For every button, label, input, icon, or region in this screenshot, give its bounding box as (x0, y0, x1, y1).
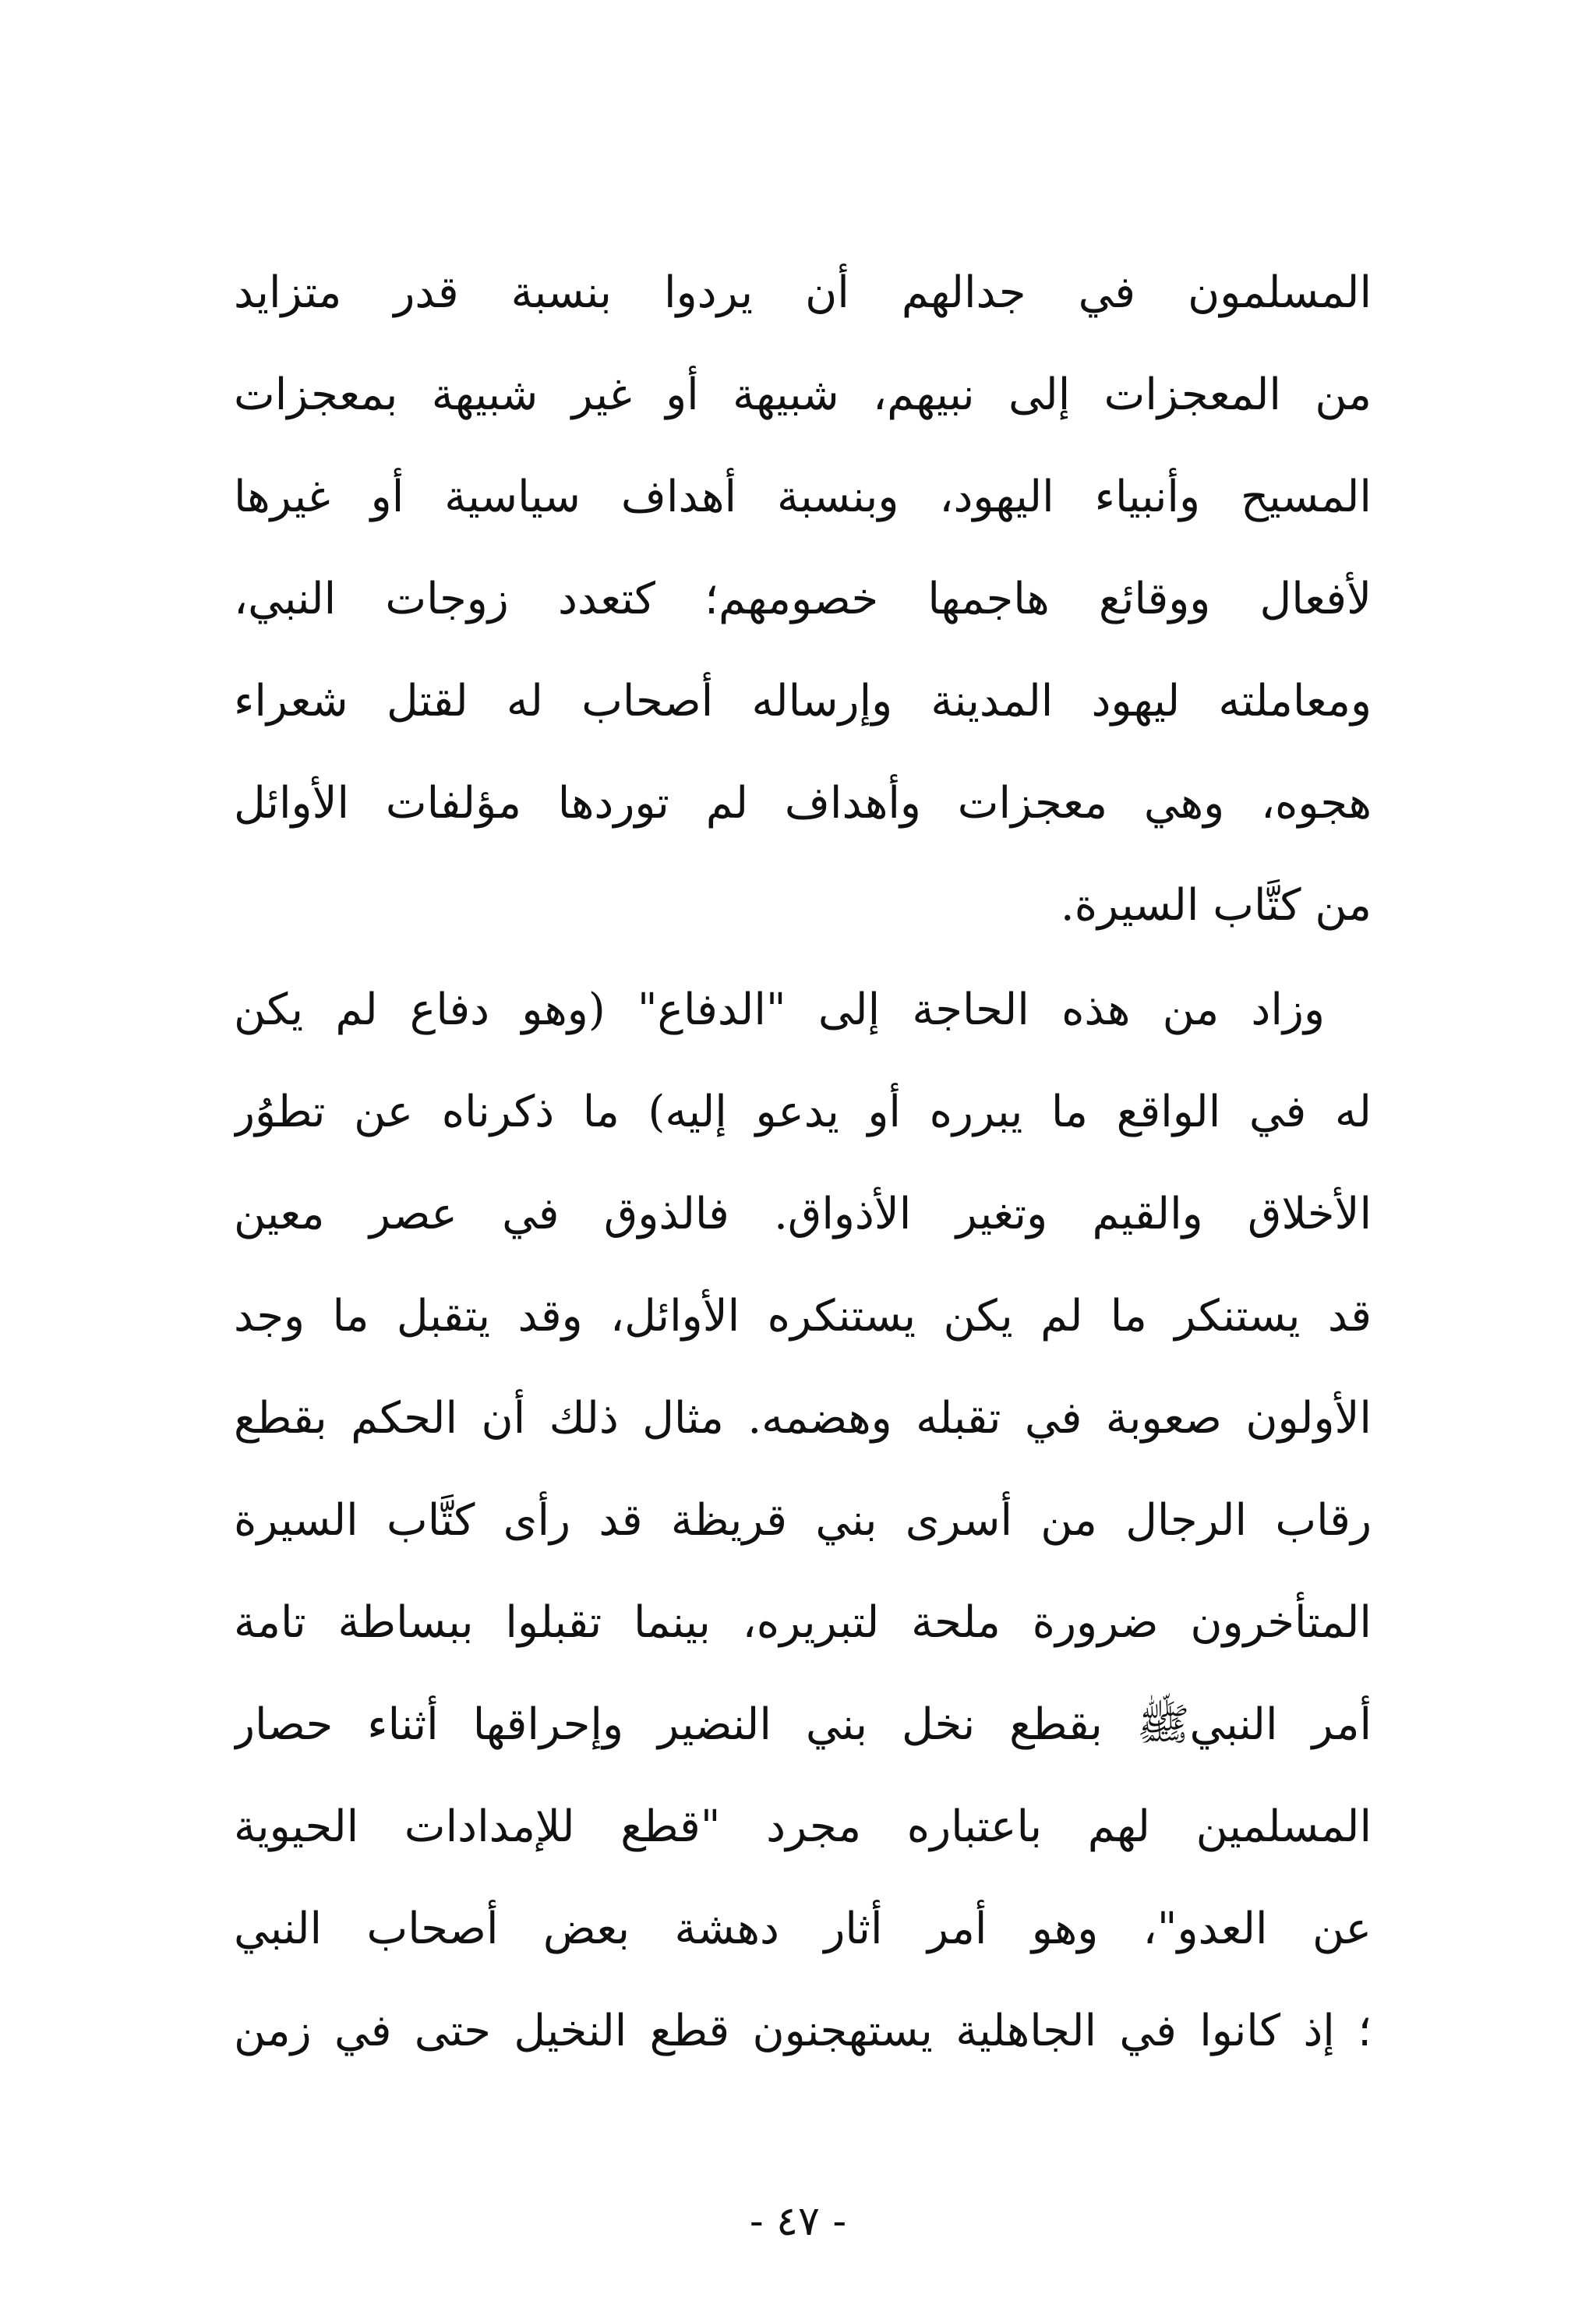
text-line: له في الواقع ما يبرره أو يدعو إليه) ما ذكرناه عن تطوُر (234, 1087, 1372, 1137)
text-line: المسلمون في جدالهم أن يردوا بنسبة قدر متزايد (234, 267, 1372, 318)
paragraph-2 (234, 959, 1372, 2082)
text-line: قد يستنكر ما لم يكن يستنكره الأوائل، وقد يتقبل ما وجد (234, 1291, 1372, 1342)
text-line: من كتَّاب السيرة. (1060, 880, 1372, 931)
text-line: ومعاملته ليهود المدينة وإرساله أصحاب له لقتل شعراء (234, 676, 1372, 726)
text-line: أمر النبيﷺ بقطع نخل بني النضير وإحراقها أثناء حصار (234, 1699, 1372, 1750)
text-line: لأفعال ووقائع هاجمها خصومهم؛ كتعدد زوجات النبي، (234, 574, 1372, 624)
text-line: رقاب الرجال من أسرى بني قريظة قد رأى كتَّاب السيرة (234, 1495, 1372, 1546)
text-line: وزاد من هذه الحاجة إلى "الدفاع" (وهو دفاع لم يكن (234, 985, 1325, 1035)
text-line: الأولون صعوبة في تقبله وهضمه. مثال ذلك أن الحكم بقطع (234, 1393, 1372, 1444)
text-line: من المعجزات إلى نبيهم، شبيهة أو غير شبيهة بمعجزات (234, 369, 1372, 420)
text-line: المتأخرون ضرورة ملحة لتبريره، بينما تقبلوا ببساطة تامة (234, 1597, 1372, 1648)
text-line: الأخلاق والقيم وتغير الأذواق. فالذوق في عصر معين (234, 1189, 1372, 1239)
text-line: عن العدو"، وهو أمر أثار دهشة بعض أصحاب النبي (234, 1904, 1372, 1954)
paragraph-1 (234, 242, 1372, 956)
page-number: - ٤٧ - (749, 2198, 847, 2245)
text-line: هجوه، وهي معجزات وأهداف لم توردها مؤلفات الأوائل (234, 778, 1372, 829)
text-line: المسيح وأنبياء اليهود، وبنسبة أهداف سياسية أو غيرها (234, 472, 1372, 522)
text-line: المسلمين لهم باعتباره مجرد "قطع للإمدادات الحيوية (234, 1801, 1372, 1852)
text-line: ؛ إذ كانوا في الجاهلية يستهجنون قطع النخيل حتى في زمن (234, 2006, 1372, 2056)
